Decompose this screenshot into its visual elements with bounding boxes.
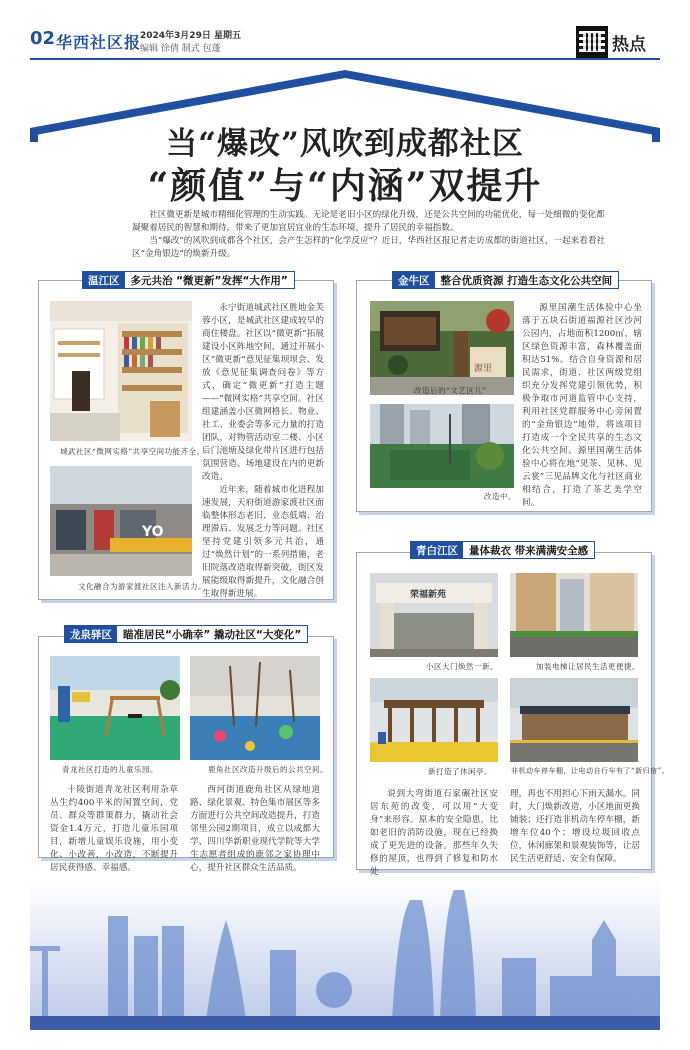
public-space-photo (190, 656, 320, 760)
longquanyi-body-right (190, 784, 320, 875)
children-playground-photo (50, 656, 180, 760)
masthead (0, 0, 690, 62)
bike-shed-photo (510, 678, 638, 762)
elevator-photo (510, 573, 638, 657)
lead-paragraphs (132, 209, 610, 261)
photo-caption: 小区大门焕然一新。 (426, 662, 498, 671)
photo-caption: 改造中。 (484, 492, 516, 501)
body-paragraph: 源里国潮生活体验中心坐落于五块石街道福源社区沙河公园内，占地面积1200㎡，辖区绿色资源丰富，森林覆盖面积达51%。结合自身资源和居民需求，街道、社区两级党组织充分发挥党建引领优势，积极争取市河道监管中心支持，利用社区党群服务中心旁闲置的“金角银边”地带，将该项目打造成一个全民共享的生态文化公共空间。源里国潮生活体验中心将在地“见茶、见林、见云裳”三见品牌文化与社区商业相结合，打造了茶艺美学空间。 (522, 303, 642, 508)
gate-sign-text: 荣福新苑 (410, 590, 447, 600)
wenjiang-body (202, 302, 324, 601)
headline-line-1: 当“爆改”风吹到成都社区 (166, 126, 524, 162)
photo-caption: 改造后的“文艺区儿” (414, 386, 487, 395)
photo-caption: 文化融合为游家渡社区注入新活力。 (78, 582, 206, 591)
section-headline: 多元共治 “微更新”发挥“大作用” (130, 274, 288, 287)
construction-photo (370, 404, 514, 488)
tea-space-photo (370, 301, 514, 395)
photo-caption: 青龙社区打造的儿童乐园。 (62, 765, 158, 774)
svg-text:YO: YO (142, 524, 164, 540)
qingbaijiang-body-left (370, 788, 498, 879)
district-label: 温江区 (83, 272, 125, 288)
editors-line: 编辑 徐倩 制式 包蓬 (140, 44, 221, 54)
lead-paragraph: 当“爆改”的风吹到成都各个社区，会产生怎样的“化学反应”？近日，华西社区报记者走访成都的街道社区，一起来看看社区“金角银边”的焕新升级。 (132, 236, 606, 259)
district-label: 龙泉驿区 (65, 626, 117, 642)
qingbaijiang-tag (410, 541, 595, 559)
body-paragraph: 西河街道鹿角社区从绿地道路、绿化景观、特色集市展区等多方面进行公共空间改造提升，打造邻里公园2期项目，成立以成都大学、四川华新职业现代学院等大学生志愿者组成的鹿邻之家协理中心，提升社区群众生活品质。 (190, 785, 320, 873)
street-culture-photo (50, 466, 192, 576)
community-library-photo (50, 301, 192, 441)
photo-caption: 新打造了休闲亭。 (428, 767, 492, 776)
skyline-illustration (30, 880, 660, 1030)
longquanyi-body-left (50, 784, 178, 875)
pavilion-photo (370, 678, 498, 762)
qr-code-icon[interactable] (576, 26, 608, 58)
body-paragraph: 永宁街道城武社区胜地金芙蓉小区，是城武社区建成较早的商住楼盘。社区以“微更新”拓展建设小区阵地空间，通过开展小区“微更新”意见征集坝坝会、发放《意见征集调查问卷》等方式，确定“微更新”打造主题——“微网实格”共享空间。社区组建涵盖小区微网格长、物业、社工、业委会等多元力量的打造团队，对物管活动室二楼、小区后门池塘及绿化带片区进行包括氛围营造、场地建设在内的更新改造。 (202, 303, 324, 482)
section-headline: 量体裁衣 带来满满安全感 (469, 544, 589, 557)
body-paragraph: 近年来，随着城市化进程加速发展，天府街道游家渡社区面临整体形态老旧、业态低端、治理滞后、发展乏力等问题。社区坚持党建引领多元共治，通过“焕然计划”的一系列措施，老旧院落改造取得新突破，街区发展能级取得新提升，文化融合创生取得新进展。 (202, 485, 324, 599)
lead-paragraph: 社区微更新是城市精细化管理的生动实践。无论是老旧小区的绿化升级，还是公共空间的功能优化，每一处细微的变化都凝聚着居民的智慧和期待，带来了更加宜居宜业的生态环境，提升了居民的幸福指数。 (132, 210, 605, 233)
photo-caption: 非机动车停车棚，让电动自行车有了“新归宿”。 (511, 767, 670, 775)
page-number: 02 (30, 28, 56, 49)
photo-caption: 加装电梯让居民生活更便捷。 (536, 662, 640, 671)
jinniu-body (522, 302, 642, 510)
qingbaijiang-body-right (510, 788, 640, 866)
body-paragraph: 说到大弯街道石家碾社区安居东苑的改变，可以用“大变身”来形容。原本的安全隐患，比如老旧的消防设施，现在已经换成了更先进的设备。那些年久失修的屋顶，也得到了修复和防水处 (370, 789, 498, 877)
district-label: 青白江区 (411, 542, 463, 558)
gate-photo (370, 573, 498, 657)
section-headline: 整合优质资源 打造生态文化公共空间 (440, 274, 613, 287)
body-paragraph: 十陵街道青龙社区利用杂草丛生约400平米的闲置空间，党员、群众等群策群力，撬动社会资金1.4万元，打造儿童乐园项目，新增儿童娱乐设施，用小变化、小改善，小改造，不断提升居民获得感、幸福感。 (50, 785, 178, 873)
headline-line-2: “颜值”与“内涵”双提升 (147, 165, 543, 207)
wenjiang-tag (82, 271, 295, 289)
svg-text:源里: 源里 (474, 364, 493, 374)
body-paragraph: 理，再也不用担心下雨天漏水。同时，大门焕新改造，小区地面更换铺装；还打造非机动车停车棚，新增车位40个；增设垃圾回收点位，休闲廊架和景观装饰等，让居民生活更舒适、安全有保障。 (510, 789, 640, 864)
jinniu-tag (392, 271, 619, 289)
section-headline: 瞄准居民“小确幸” 撬动社区“大变化” (123, 628, 302, 641)
photo-caption: 城武社区“微网实格”共享空间功能齐全。 (60, 447, 205, 456)
longquanyi-tag (64, 625, 308, 643)
newspaper-brand: 华西社区报 (56, 33, 142, 52)
photo-caption: 鹿角社区改造升级后的公共空间。 (208, 765, 328, 774)
masthead-rule (30, 58, 660, 60)
issue-date: 2024年3月29日 星期五 (140, 31, 241, 41)
district-label: 金牛区 (393, 272, 435, 288)
section-name: 热点 (612, 35, 646, 55)
